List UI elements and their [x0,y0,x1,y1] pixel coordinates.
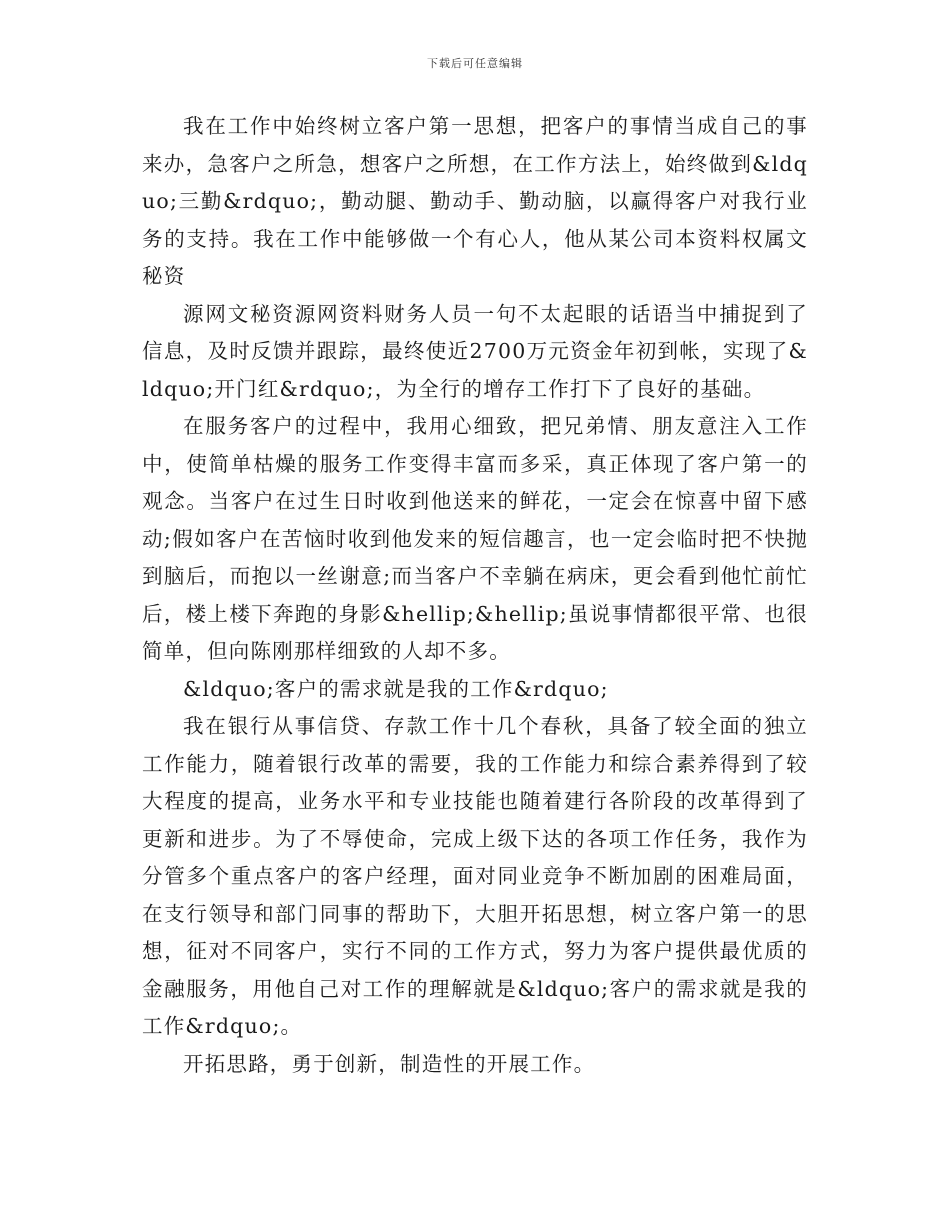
paragraph-3: 在服务客户的过程中，我用心细致，把兄弟情、朋友意注入工作中，使简单枯燥的服务工作变得丰富而多采，真正体现了客户第一的观念。当客户在过生日时收到他送来的鲜花，一定会在惊喜中留下感动;假如客户在苦恼时收到他发来的短信趣言，也一定会临时把不快抛到脑后，而抱以一丝谢意;而当客户不幸躺在病床，更会看到他忙前忙后，楼上楼下奔跑的身影&hellip;&hellip;虽说事情都很平常、也很简单，但向陈刚那样细致的人却不多。 [142,414,808,663]
paragraph-5: 我在银行从事信贷、存款工作十几个春秋，具备了较全面的独立工作能力，随着银行改革的需要，我的工作能力和综合素养得到了较大程度的提高，业务水平和专业技能也随着建行各阶段的改革得到了更新和进步。为了不辱使命，完成上级下达的各项工作任务，我作为分管多个重点客户的客户经理，面对同业竞争不断加剧的困难局面，在支行领导和部门同事的帮助下，大胆开拓思想，树立客户第一的思想，征对不同客户，实行不同的工作方式，努力为客户提供最优质的金融服务，用他自己对工作的理解就是&ldquo;客户的需求就是我的工作&rdquo;。 [142,714,808,1038]
paragraph-2: 源网文秘资源网资料财务人员一句不太起眼的话语当中捕捉到了信息，及时反馈并跟踪，最终使近2700万元资金年初到帐，实现了&ldquo;开门红&rdquo;，为全行的增存工作打下了良好的基础。 [142,301,808,401]
document-body [142,108,808,1083]
page-header: 下载后可任意编辑 [427,57,523,70]
paragraph-4: &ldquo;客户的需求就是我的工作&rdquo; [183,676,609,701]
paragraph-6: 开拓思路，勇于创新，制造性的开展工作。 [183,1051,596,1076]
paragraph-1: 我在工作中始终树立客户第一思想，把客户的事情当成自己的事来办，急客户之所急，想客户之所想，在工作方法上，始终做到&ldquo;三勤&rdquo;，勤动腿、勤动手、勤动脑，以赢得客户对我行业务的支持。我在工作中能够做一个有心人，他从某公司本资料权属文秘资 [142,114,808,288]
